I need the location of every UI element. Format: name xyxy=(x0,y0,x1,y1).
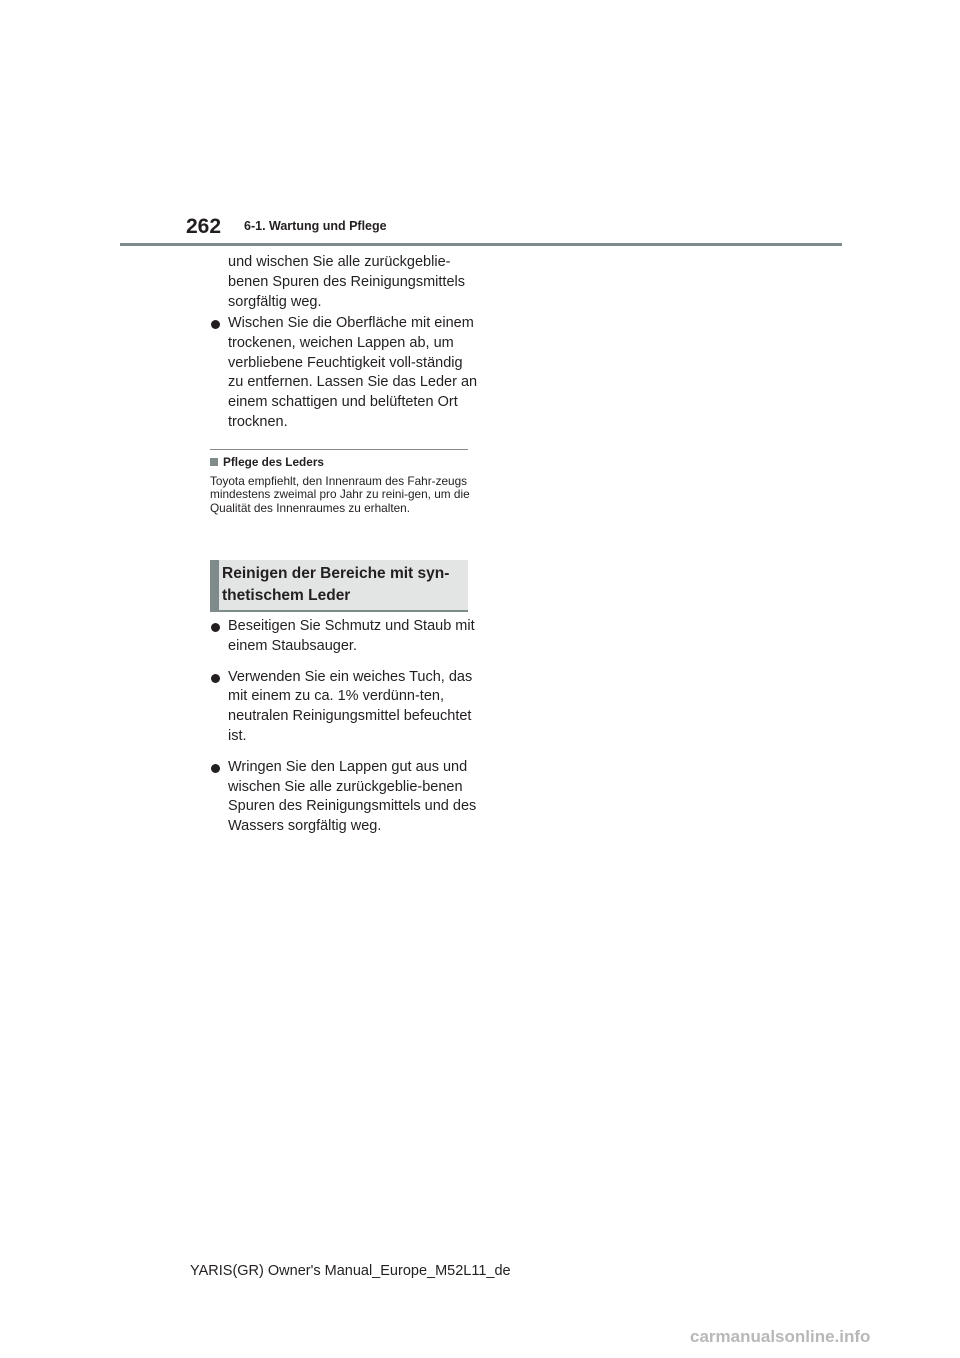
bullet-list-synthetic xyxy=(210,617,478,848)
list-item-text: Wringen Sie den Lappen gut aus und wischen Sie alle zurückgeblie-benen Spuren des Reinigungsmittels und des Wassers sorgfältig weg. xyxy=(228,758,477,835)
note-text: Toyota empfiehlt, den Innenraum des Fahr-zeugs mindestens zweimal pro Jahr zu reini-gen, um die Qualität des Innenraumes zu erhalten. xyxy=(210,474,470,515)
bullet-list-leather xyxy=(210,314,478,444)
header-rule xyxy=(120,243,842,246)
list-item-text: Wischen Sie die Oberfläche mit einem trockenen, weichen Lappen ab, um verbliebene Feuchtigkeit voll-ständig zu entfernen. Lassen Sie das Leder an einem schattigen und belüfteten Ort trocknen. xyxy=(228,315,478,430)
heading-accent-bar xyxy=(210,560,219,610)
watermark: carmanualsonline.info xyxy=(690,1327,871,1346)
continued-paragraph: und wischen Sie alle zurückgeblie-benen Spuren des Reinigungsmittels sorgfältig weg. xyxy=(228,254,465,310)
section-heading: Reinigen der Bereiche mit syn-thetischem Leder xyxy=(222,565,450,604)
note-rule xyxy=(210,449,468,450)
list-item xyxy=(210,617,478,657)
square-bullet-icon xyxy=(210,458,218,466)
section-header: 6-1. Wartung und Pflege xyxy=(244,219,387,233)
list-item xyxy=(210,668,478,747)
list-item-text: Verwenden Sie ein weiches Tuch, das mit einem zu ca. 1% verdünn-ten, neutralen Reinigungsmittel befeuchtet ist. xyxy=(228,668,473,744)
bullet-icon xyxy=(211,623,220,632)
bullet-icon xyxy=(211,674,220,683)
bullet-icon xyxy=(211,320,220,329)
note-title xyxy=(210,454,324,470)
footer-text: YARIS(GR) Owner's Manual_Europe_M52L11_de xyxy=(190,1263,511,1279)
page-number: 262 xyxy=(186,215,222,238)
list-item xyxy=(210,314,478,433)
list-item-text: Beseitigen Sie Schmutz und Staub mit einem Staubsauger. xyxy=(228,618,475,654)
bullet-icon xyxy=(211,764,220,773)
section-heading-box xyxy=(210,560,468,612)
list-item xyxy=(210,758,478,837)
note-title-text: Pflege des Leders xyxy=(223,455,324,469)
